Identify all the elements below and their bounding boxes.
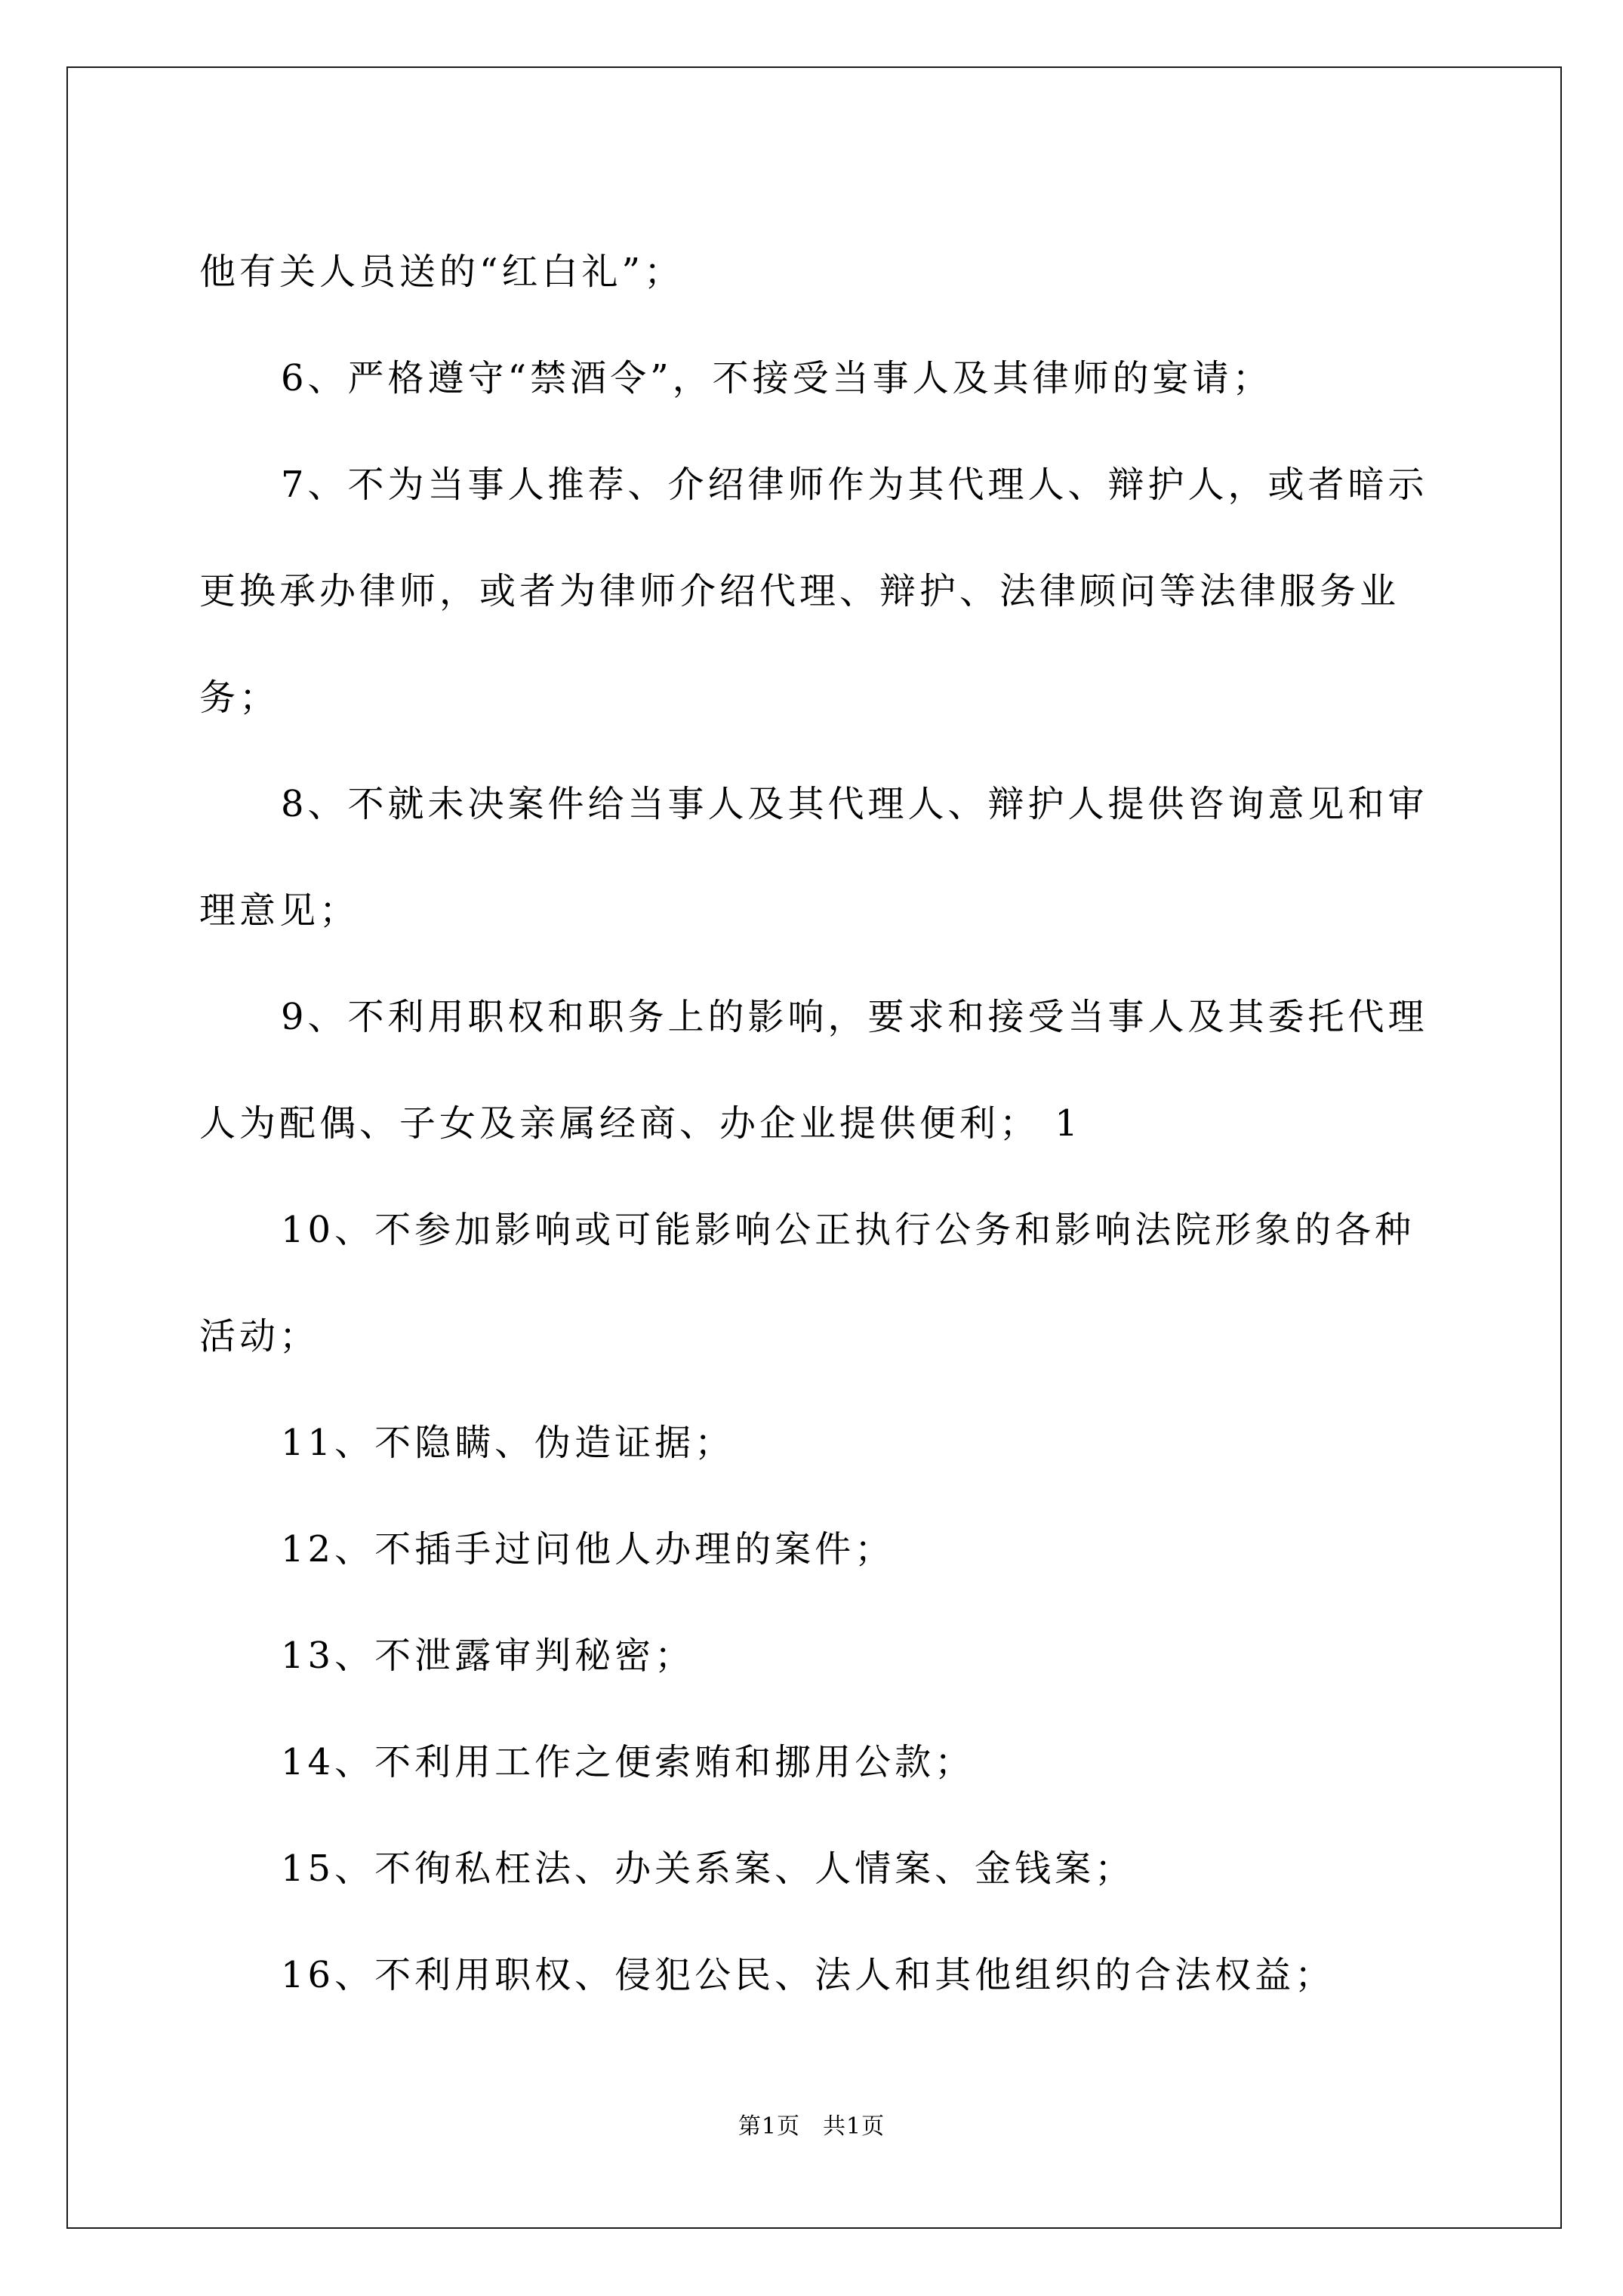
text-line: 他有关人员送的“红白礼”； <box>199 251 685 293</box>
text-line: 务； <box>199 676 280 719</box>
text-line: 9、不利用职权和职务上的影响，要求和接受当事人及其委托代理 <box>281 996 1428 1038</box>
text-line: 理意见； <box>199 889 360 932</box>
page-total: 共1页 <box>823 2113 885 2140</box>
document-body <box>199 219 1428 2029</box>
text-line: 6、严格遵守“禁酒令”，不接受当事人及其律师的宴请； <box>281 357 1273 399</box>
page-footer <box>0 2112 1623 2142</box>
text-line: 人为配偶、子女及亲属经商、办企业提供便利； 1 <box>199 1102 1082 1145</box>
text-line: 8、不就未决案件给当事人及其代理人、辩护人提供咨询意见和审 <box>281 783 1428 825</box>
text-line: 12、不插手过问他人办理的案件； <box>281 1528 895 1570</box>
text-line: 14、不利用工作之便索贿和挪用公款； <box>281 1741 975 1783</box>
page-number: 第1页 <box>738 2113 800 2140</box>
text-line: 11、不隐瞒、伪造证据； <box>281 1422 735 1464</box>
text-line: 10、不参加影响或可能影响公正执行公务和影响法院形象的各种 <box>281 1209 1415 1251</box>
text-line: 13、不泄露审判秘密； <box>281 1635 695 1677</box>
text-line: 16、不利用职权、侵犯公民、法人和其他组织的合法权益； <box>281 1954 1335 1996</box>
text-line: 活动； <box>199 1315 320 1358</box>
text-line: 15、不徇私枉法、办关系案、人情案、金钱案； <box>281 1848 1135 1890</box>
text-line: 7、不为当事人推荐、介绍律师作为其代理人、辩护人，或者暗示 <box>281 464 1428 506</box>
text-line: 更换承办律师，或者为律师介绍代理、辩护、法律顾问等法律服务业 <box>199 570 1400 612</box>
